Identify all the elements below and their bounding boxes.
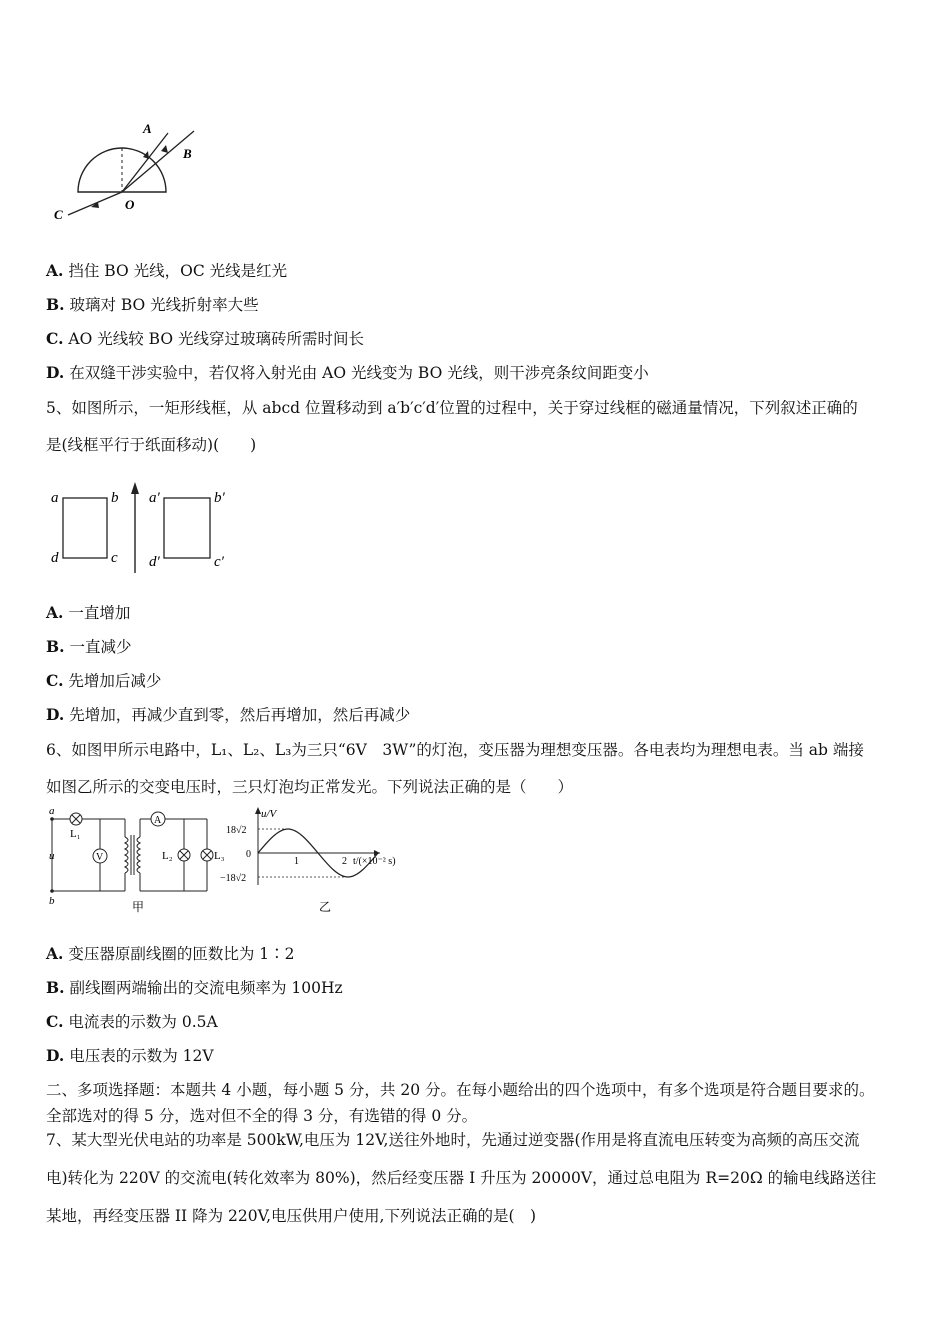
q6-option-c: C. 电流表的示数为 0.5A xyxy=(46,1012,218,1031)
section2-heading-line2: 全部选对的得 5 分，选对但不全的得 3 分，有选错的得 0 分。 xyxy=(46,1107,478,1125)
q6-option-d: D. 电压表的示数为 12V xyxy=(46,1046,214,1065)
graph-yzero: 0 xyxy=(246,849,251,860)
caption-yi: 乙 xyxy=(319,900,332,914)
graph-ybottom: −18√2 xyxy=(220,873,247,884)
q4-option-b: B. 玻璃对 BO 光线折射率大些 xyxy=(46,295,259,314)
label-O: O xyxy=(125,197,135,212)
refraction-figure xyxy=(50,115,220,230)
graph-ylabel: u/V xyxy=(261,808,277,820)
q6-stem-line1: 6、如图甲所示电路中，L₁、L₂、L₃为三只“6V 3W”的灯泡，变压器为理想变压器。各电表均为理想电表。当 ab 端接 xyxy=(46,741,864,759)
q4-option-d: D. 在双缝干涉实验中，若仅将入射光由 AO 光线变为 BO 光线，则干涉亮条纹间距变小 xyxy=(46,363,649,382)
label-B: B xyxy=(183,146,192,161)
q4-option-a: A. 挡住 BO 光线，OC 光线是红光 xyxy=(46,261,288,280)
voltage-u-label: u xyxy=(49,850,55,862)
q5-option-d: D. 先增加，再减少直到零，然后再增加，然后再减少 xyxy=(46,705,411,724)
voltmeter-label: V xyxy=(96,852,104,863)
lamp-L1-label: L₁ xyxy=(70,828,81,840)
q7-stem-line3: 某地，再经变压器 II 降为 220V,电压供用户使用,下列说法正确的是( ) xyxy=(46,1207,537,1225)
section2-heading-line1: 二、多项选择题：本题共 4 小题，每小题 5 分，共 20 分。在每小题给出的四个选项中，有多个选项是符合题目要求的。 xyxy=(46,1081,875,1099)
graph-xtick-1: 1 xyxy=(294,856,299,867)
q6-stem-line2: 如图乙所示的交变电压时，三只灯泡均正常发光。下列说法正确的是（ ） xyxy=(46,778,574,796)
flux-figure xyxy=(46,478,246,576)
q7-stem-line1: 7、某大型光伏电站的功率是 500kW,电压为 12V,送往外地时，先通过逆变器(作用是将直流电压转变为高频的高压交流 xyxy=(46,1131,860,1149)
terminal-b: b xyxy=(49,895,55,907)
label-C: C xyxy=(54,207,63,222)
corner-b-prime: b′ xyxy=(214,490,225,506)
lamp-L3-label: L₃ xyxy=(214,850,225,862)
q7-stem-line2: 电)转化为 220V 的交流电(转化效率为 80%)，然后经变压器 I 升压为 20000V，通过总电阻为 R=20Ω 的输电线路送往 xyxy=(46,1169,877,1187)
label-A: A xyxy=(143,121,152,136)
corner-d-prime: d′ xyxy=(149,554,160,570)
ammeter-label: A xyxy=(154,815,162,826)
q6-option-b: B. 副线圈两端输出的交流电频率为 100Hz xyxy=(46,978,343,997)
corner-c: c xyxy=(111,550,118,566)
q5-option-c: C. 先增加后减少 xyxy=(46,671,162,690)
q5-stem-line2: 是(线框平行于纸面移动)( ) xyxy=(46,436,257,454)
q4-option-c: C. AO 光线较 BO 光线穿过玻璃砖所需时间长 xyxy=(46,329,364,348)
corner-a-prime: a′ xyxy=(149,490,160,506)
corner-d: d xyxy=(51,550,59,566)
transformer-circuit-figure xyxy=(40,805,420,917)
corner-c-prime: c′ xyxy=(214,554,224,570)
caption-jia: 甲 xyxy=(132,900,145,914)
lamp-L2-label: L₂ xyxy=(162,850,173,862)
q6-option-a: A. 变压器原副线圈的匝数比为 1∶2 xyxy=(46,944,295,963)
terminal-a: a xyxy=(49,805,55,817)
q5-option-a: A. 一直增加 xyxy=(46,603,131,622)
q5-stem-line1: 5、如图所示，一矩形线框，从 abcd 位置移动到 a′b′c′d′位置的过程中，关于穿过线框的磁通量情况，下列叙述正确的 xyxy=(46,399,858,417)
graph-ytop: 18√2 xyxy=(226,825,247,836)
graph-xtick-2: 2 xyxy=(342,856,347,867)
corner-a: a xyxy=(51,490,59,506)
q5-option-b: B. 一直减少 xyxy=(46,637,132,656)
corner-b: b xyxy=(111,490,119,506)
graph-xlabel: t/(×10⁻² s) xyxy=(353,856,396,867)
